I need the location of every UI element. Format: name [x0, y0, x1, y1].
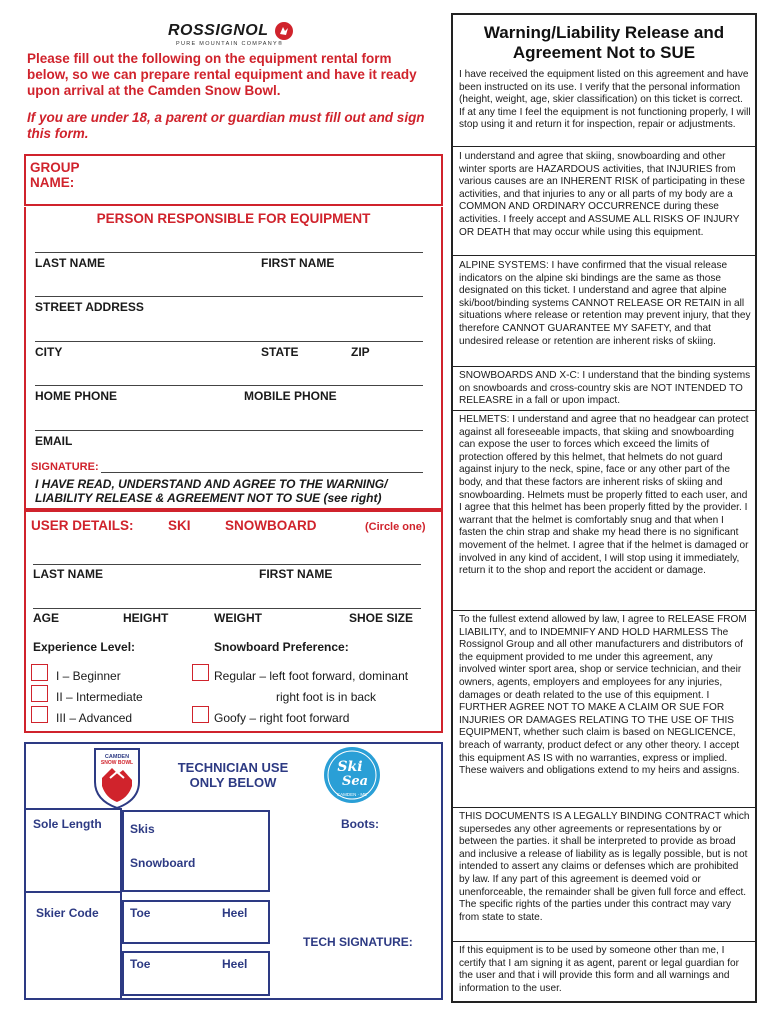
- zip-label: ZIP: [351, 345, 370, 359]
- measurements-line[interactable]: [33, 608, 421, 609]
- ski-sea-word-1: Ski: [337, 759, 363, 775]
- intro-instructions: Please fill out the following on the equipment rental form below, so we can prepare rental equipment and have it ready upon arrival at the Camden Snow Bowl.: [27, 51, 417, 98]
- experience-level-label: Experience Level:: [33, 640, 136, 654]
- technician-title: TECHNICIAN USE ONLY BELOW: [177, 760, 289, 790]
- weight-label: WEIGHT: [214, 611, 262, 625]
- skis-label: Skis: [130, 822, 155, 836]
- goofy-label: Goofy – right foot forward: [214, 711, 350, 725]
- user-last-name-label: LAST NAME: [33, 567, 103, 581]
- email-line[interactable]: [35, 430, 423, 431]
- snowboard-option[interactable]: SNOWBOARD: [225, 518, 317, 533]
- warning-paragraph-alpine: ALPINE SYSTEMS: I have confirmed that the visual release indicators on the alpine ski bindings are the same as those designated on this ticket. I understand and agree that alpine ski/boot/binding systems CANNOT RELEASE OR RETAIN in all situations where release or retention may prevent injury, that they therefore CANNOT GUARANTEE MY SAFETY, and that undesired release or retention are inherent risks of skiing.: [459, 260, 751, 347]
- toe-label: Toe: [130, 957, 151, 971]
- intermediate-label: II – Intermediate: [56, 690, 143, 704]
- warning-paragraph-helmets: HELMETS: I understand and agree that no headgear can protect against all foreseeable impacts, that skiing and snowboarding can expose the user to forces which exceed the limits of protection offered by this helmet, that helmets do not guard against injury to the neck, spine, face or any other part of the body, and that these factors are inherent risks of skiing and snowboarding. Helmets must be properly fitted to each user, and I agree that this helmet has been properly fitted by the provider. I warrant that the helmet is comfortably snug and that when I fasten the chin strap and shake my head there is no significant movement of the helmet. I agree that if the helmet is damaged or involved in any kind of accident, I will stop using it immediately, return it to the shop and report the accident or damage.: [459, 414, 749, 577]
- circle-one-hint: (Circle one): [365, 521, 426, 533]
- boots-label: Boots:: [341, 817, 379, 831]
- toe-heel-row-1[interactable]: [122, 900, 270, 944]
- warning-liability-release: [451, 13, 757, 1003]
- snowboard-preference-label: Snowboard Preference:: [214, 640, 349, 654]
- ski-snowboard-field[interactable]: [122, 810, 270, 892]
- tech-signature-label: TECH SIGNATURE:: [303, 935, 413, 949]
- phone-line[interactable]: [35, 385, 423, 386]
- age-label: AGE: [33, 611, 60, 625]
- signature-label: SIGNATURE:: [31, 461, 99, 473]
- skier-code-label: Skier Code: [36, 906, 99, 920]
- technician-section: [24, 742, 443, 1000]
- home-phone-label: HOME PHONE: [35, 389, 118, 403]
- city-line[interactable]: [35, 341, 423, 342]
- warning-paragraph-release: To the fullest extend allowed by law, I agree to RELEASE FROM LIABILITY, and to INDEMNIFY AND HOLD HARMLESS The Rossignol Group and all other manufacturers and distributors of the equipment provided to me under this agreement, any involved winter sport area, shop or service technician, and their owners, agents, employers and employees for any injuries, damages or death related to the use of this equipment. I FURTHER AGREE NOT TO MAKE A CLAIM OR SUE FOR INJURIES OR DAMAGES RELATING TO THE USE OF THIS EQUIPMENT, whether such claim is based on NEGLICENCE, breach of warranty, product defect or any other theory. I accept this equipment AS IS with no warranties, express or implied. These waivers and obligations extend to my heirs and assigns.: [459, 614, 747, 777]
- badge-snow-bowl: SNOW BOWL: [100, 760, 134, 766]
- user-details-section: [24, 510, 443, 733]
- state-label: STATE: [261, 345, 299, 359]
- warning-paragraph-1: I have received the equipment listed on this agreement and have been instructed on its use. I verify that the personal information (height, weight, age, skier classification) on this ticket is correct. If at any time I feel the equipment is not functioning properly, I will stop using it and return it for inspection, repair or adjustments.: [459, 69, 751, 131]
- beginner-checkbox[interactable]: [31, 664, 48, 681]
- beginner-label: I – Beginner: [56, 669, 121, 683]
- logo-wordmark: ROSSIGNOL: [168, 22, 269, 39]
- ski-sea-badge: [322, 745, 382, 805]
- email-label: EMAIL: [35, 434, 73, 448]
- height-label: HEIGHT: [123, 611, 169, 625]
- toe-heel-row-2[interactable]: [122, 951, 270, 996]
- user-name-line[interactable]: [33, 564, 421, 565]
- city-label: CITY: [35, 345, 63, 359]
- advanced-checkbox[interactable]: [31, 706, 48, 723]
- regular-label: Regular – left foot forward, dominant: [214, 669, 409, 683]
- heel-label: Heel: [222, 906, 248, 920]
- regular-label-continued: right foot is in back: [276, 690, 377, 704]
- street-line[interactable]: [35, 296, 423, 297]
- ski-sea-word-2: Sea: [341, 774, 369, 789]
- warning-paragraph-guardian: If this equipment is to be used by someone other than me, I certify that I am signing it as agent, parent or legal guardian for the user and that i will provide this form and all warnings and information to the user.: [459, 945, 739, 994]
- mobile-phone-label: MOBILE PHONE: [244, 389, 337, 403]
- ski-sea-tagline: CAMDEN · ME: [336, 792, 368, 797]
- user-details-header: USER DETAILS:: [31, 518, 134, 533]
- ski-option[interactable]: SKI: [168, 518, 191, 533]
- person-responsible-section: [24, 207, 443, 510]
- goofy-checkbox[interactable]: [192, 706, 209, 723]
- intermediate-checkbox[interactable]: [31, 685, 48, 702]
- signature-line[interactable]: [101, 472, 423, 473]
- camden-snow-bowl-badge: [92, 746, 142, 810]
- shoe-size-label: SHOE SIZE: [349, 611, 414, 625]
- group-label: GROUP NAME:: [30, 160, 80, 190]
- first-name-label: FIRST NAME: [261, 256, 335, 270]
- sole-length-label: Sole Length: [33, 817, 102, 831]
- regular-checkbox[interactable]: [192, 664, 209, 681]
- user-first-name-label: FIRST NAME: [259, 567, 333, 581]
- group-name-box[interactable]: [24, 154, 443, 206]
- snowboard-label: Snowboard: [130, 856, 196, 870]
- warning-paragraph-snowboards: SNOWBOARDS AND X-C: I understand that the binding systems on snowboards and cross-country skis are NOT INTENDED TO RELEASRE in a fall or upon impact.: [459, 370, 751, 407]
- badge-camden: CAMDEN: [104, 754, 130, 760]
- logo-tagline: PURE MOUNTAIN COMPANY®: [176, 41, 284, 47]
- heel-label: Heel: [222, 957, 248, 971]
- agreement-statement: I HAVE READ, UNDERSTAND AND AGREE TO THE WARNING/ LIABILITY RELEASE & AGREEMENT NOT TO SUE (see right): [35, 477, 388, 505]
- rooster-icon: [274, 21, 294, 41]
- street-address-label: STREET ADDRESS: [35, 300, 144, 314]
- advanced-label: III – Advanced: [56, 711, 133, 725]
- name-line[interactable]: [35, 252, 423, 253]
- rossignol-logo: [168, 18, 298, 48]
- toe-label: Toe: [130, 906, 151, 920]
- last-name-label: LAST NAME: [35, 256, 105, 270]
- warning-title: Warning/Liability Release and Agreement Not to SUE: [483, 23, 725, 62]
- warning-paragraph-2: I understand and agree that skiing, snowboarding and other winter sports are HAZARDOUS activities, that INJURIES from various causes are an INHERENT RISK of participating in these activities, and that injuries to any or all parts of my body are a COMMON AND ORDINARY OCCURRENCE during these activities. I freely accept and ASSUME ALL RISKS OF INJURY OR DEATH that may occur while using this equipment.: [459, 151, 745, 238]
- person-section-header: PERSON RESPONSIBLE FOR EQUIPMENT: [96, 211, 371, 226]
- warning-paragraph-contract: THIS DOCUMENTS IS A LEGALLY BINDING CONTRACT which supersedes any other agreements or representations by or between the parties. it shall be interpreted to provide as broad and inclusive a release of liability as is legally possible, but is not intended to assert any claims or defenses which are prohibited by law. If any part of this agreement is deemed void or unenforceable, the remainder shall be given full force and effect. The specific rights of the parties under this contract may vary from state to state.: [459, 811, 750, 923]
- intro-minor-note: If you are under 18, a parent or guardian must fill out and sign this form.: [27, 110, 425, 141]
